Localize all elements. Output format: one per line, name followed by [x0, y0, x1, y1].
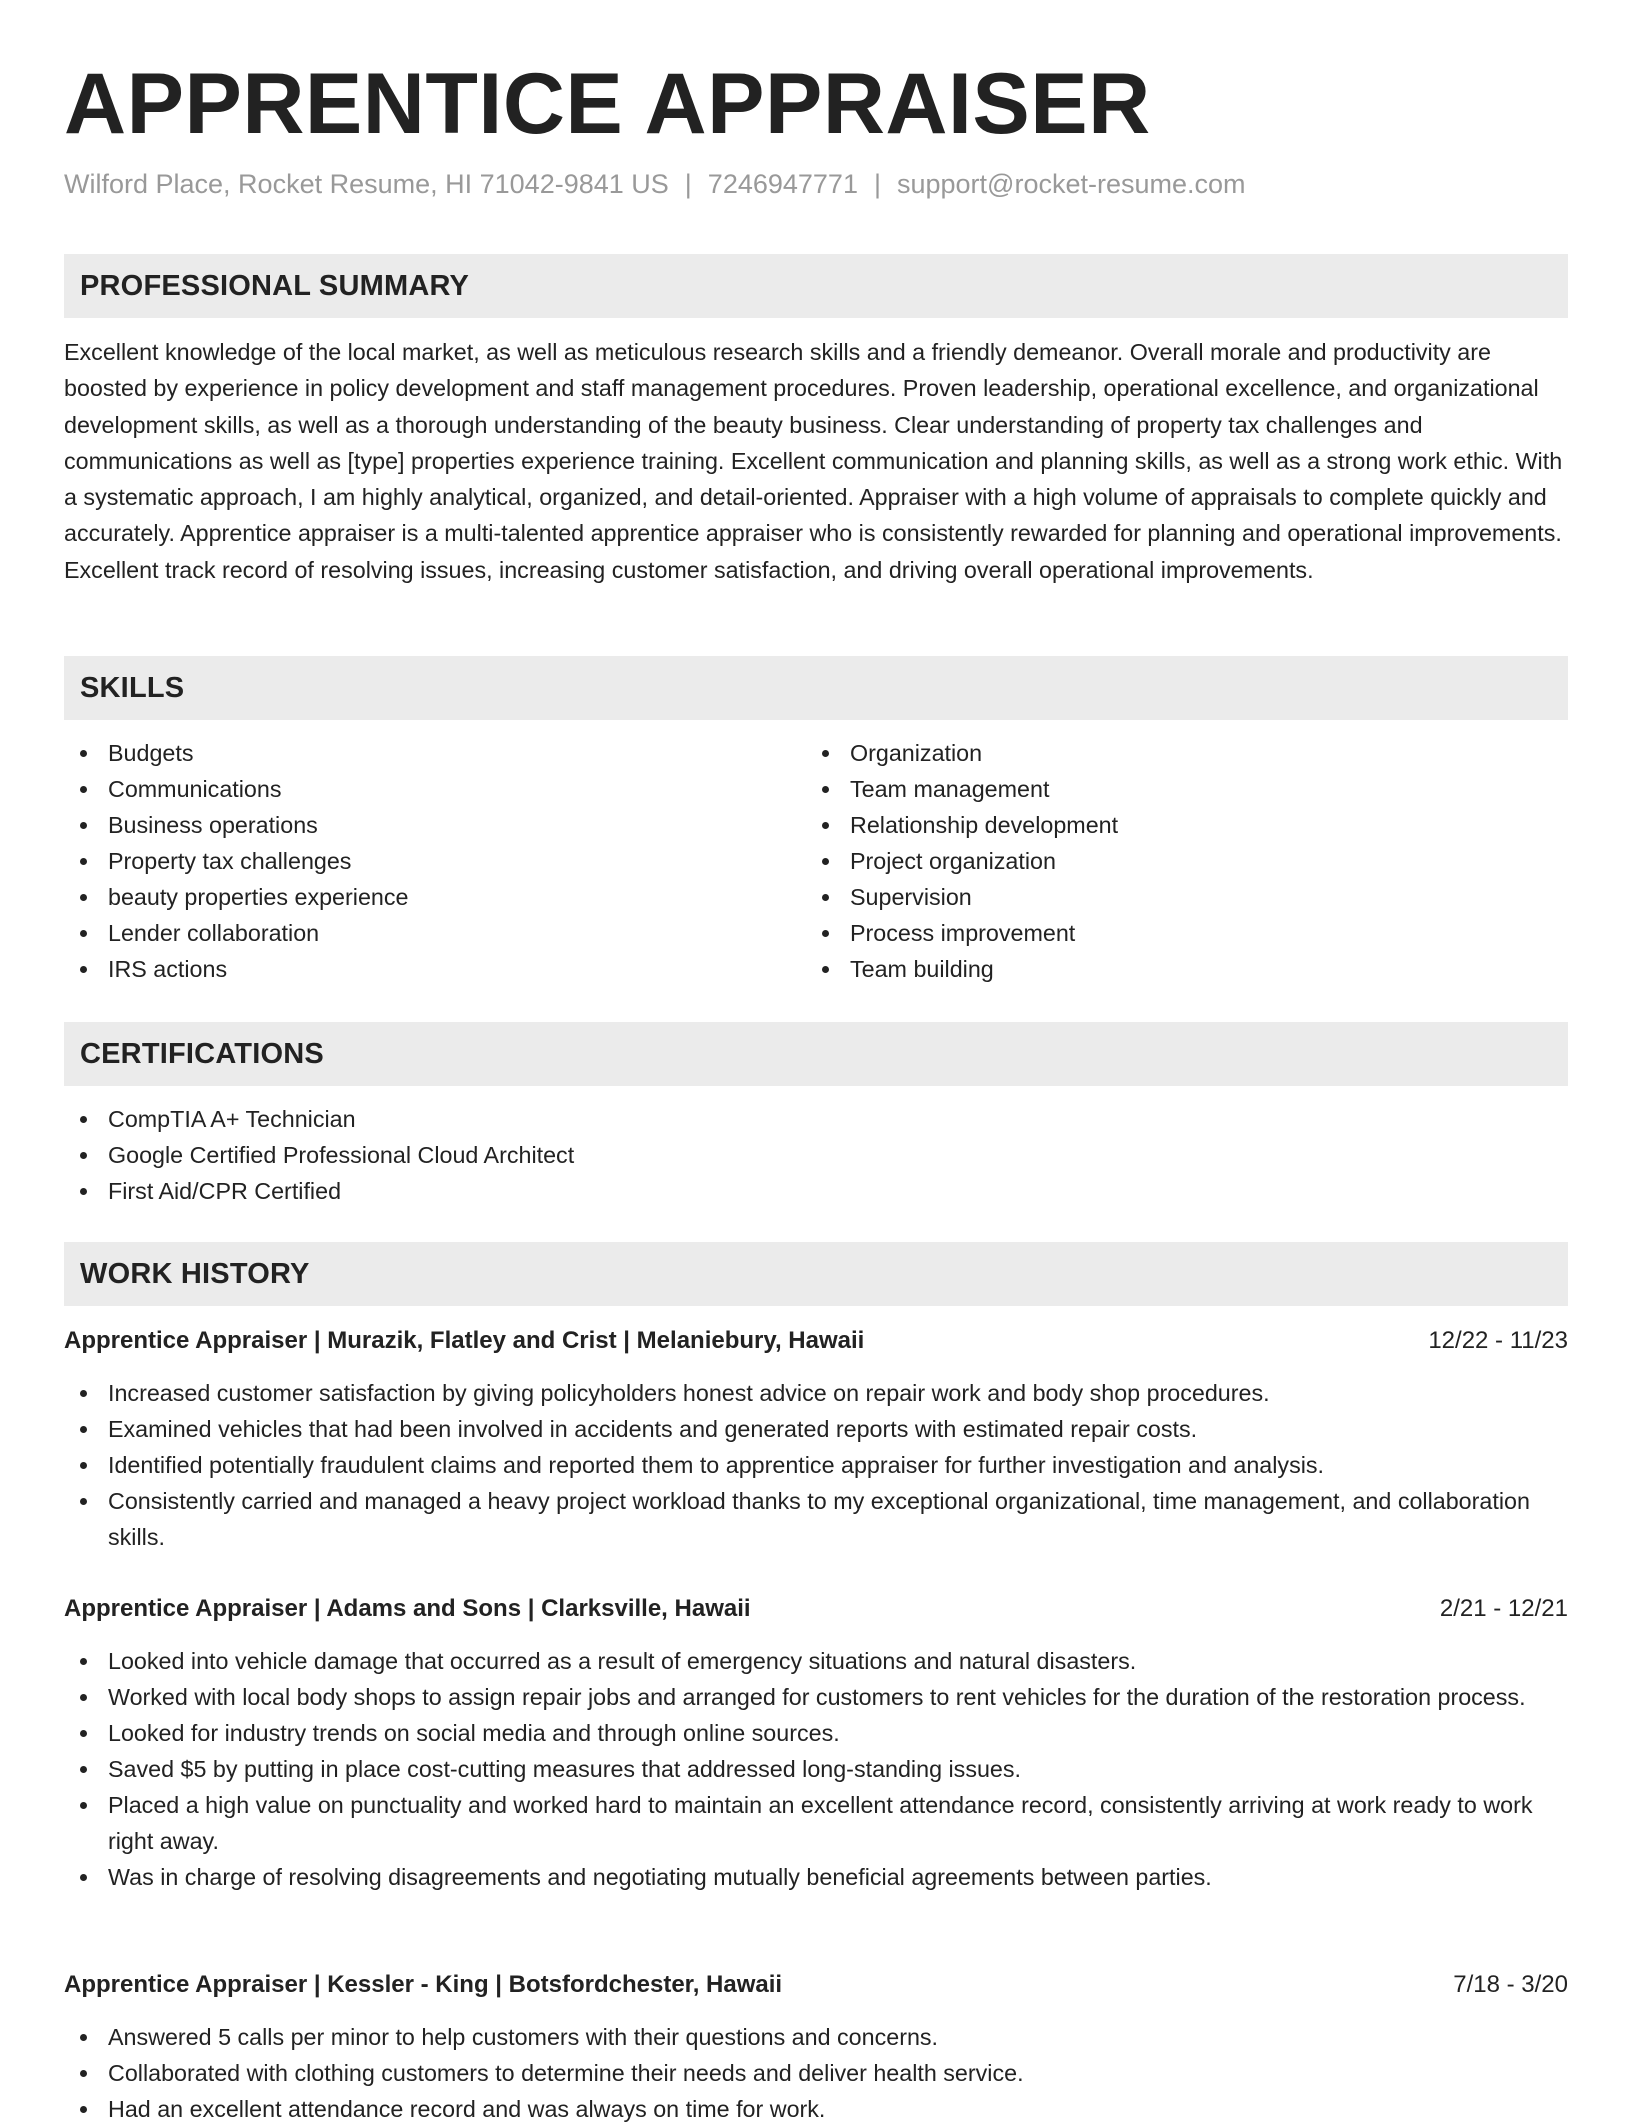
job-bullet: [64, 1859, 1568, 1895]
certification-item: [64, 1137, 1568, 1173]
skills-column-right: [806, 735, 1506, 987]
bullet-dot-icon: [80, 750, 87, 757]
job-bullet-text: Increased customer satisfaction by giving policyholders honest advice on repair work and body shop procedures.: [108, 1380, 1270, 1406]
work-history-section-title: WORK HISTORY: [80, 1258, 310, 1290]
bullet-dot-icon: [80, 2070, 87, 2077]
bullet-dot-icon: [80, 1426, 87, 1433]
summary-section-title: PROFESSIONAL SUMMARY: [80, 270, 470, 302]
resume-name: APPRENTICE APPRAISER: [64, 56, 1151, 152]
skill-item: [64, 879, 764, 915]
job-dates: 2/21 - 12/21: [1439, 1595, 1568, 1622]
bullet-dot-icon: [80, 1152, 87, 1159]
job-bullet: [64, 1751, 1568, 1787]
job-bullet: [64, 2055, 1568, 2091]
job-header: [64, 1591, 1568, 1627]
bullet-dot-icon: [80, 1116, 87, 1123]
job-bullet-text: Answered 5 calls per minor to help customers with their questions and concerns.: [108, 2024, 939, 2050]
job-bullet: [64, 1483, 1568, 1555]
skills-section-header: [64, 656, 1568, 720]
bullet-dot-icon: [822, 786, 829, 793]
job-dates: 7/18 - 3/20: [1453, 1971, 1568, 1998]
certification-item: [64, 1101, 1568, 1137]
professional-summary-text: Excellent knowledge of the local market, as well as meticulous research skills and a friendly demeanor. Overall morale and productivity are boosted by experience in policy development and staff management procedures. Proven leadership, operational excellence, and organizational development skills, as well as a thorough understanding of the beauty business. Clear understanding of property tax challenges and communications as well as [type] properties experience training. Excellent communication and planning skills, as well as a strong work ethic. With a systematic approach, I am highly analytical, organized, and detail-oriented. Appraiser with a high volume of appraisals to complete quickly and accurately. Apprentice appraiser is a multi-talented apprentice appraiser who is consistently rewarded for planning and operational improvements. Excellent track record of resolving issues, increasing customer satisfaction, and driving overall operational improvements.: [64, 339, 1563, 583]
skill-item: [806, 915, 1506, 951]
job-title: Apprentice Appraiser | Murazik, Flatley and Crist | Melaniebury, Hawaii: [64, 1327, 865, 1354]
skill-item-text: Communications: [108, 776, 282, 802]
bullet-dot-icon: [80, 1390, 87, 1397]
certification-item-text: CompTIA A+ Technician: [108, 1106, 356, 1132]
bullet-dot-icon: [80, 786, 87, 793]
job-bullet-text: Consistently carried and managed a heavy project workload thanks to my exceptional organizational, time management, and collaboration skills.: [108, 1488, 1530, 1550]
certification-item-text: Google Certified Professional Cloud Architect: [108, 1142, 575, 1168]
certification-item: [64, 1173, 1568, 1209]
job-title: Apprentice Appraiser | Adams and Sons | Clarksville, Hawaii: [64, 1595, 751, 1622]
bullet-dot-icon: [822, 966, 829, 973]
job-bullet-text: Looked into vehicle damage that occurred as a result of emergency situations and natural disasters.: [108, 1648, 1137, 1674]
job-bullet: [64, 1643, 1568, 1679]
job-bullet: [64, 1715, 1568, 1751]
skill-item: [64, 915, 764, 951]
job-bullet: [64, 2019, 1568, 2055]
contact-email: support@rocket-resume.com: [896, 169, 1246, 199]
contact-line: [64, 166, 1246, 202]
bullet-dot-icon: [822, 750, 829, 757]
bullet-dot-icon: [80, 1658, 87, 1665]
skill-item-text: Team building: [850, 956, 994, 982]
certifications-block: [64, 1101, 1568, 1209]
bullet-dot-icon: [80, 1498, 87, 1505]
skill-item: [64, 951, 764, 987]
skill-item: [64, 843, 764, 879]
bullet-dot-icon: [80, 822, 87, 829]
contact-phone: 7246947771: [707, 169, 858, 199]
skill-item-text: Process improvement: [850, 920, 1076, 946]
bullet-dot-icon: [822, 930, 829, 937]
bullet-dot-icon: [822, 894, 829, 901]
bullet-dot-icon: [822, 822, 829, 829]
job-bullet-list: [64, 1375, 1568, 1555]
bullet-dot-icon: [80, 894, 87, 901]
job-bullet-text: Examined vehicles that had been involved in accidents and generated reports with estimated repair costs.: [108, 1416, 1198, 1442]
job-entry: [64, 1323, 1568, 1555]
bullet-dot-icon: [80, 1462, 87, 1469]
skill-item-text: Supervision: [850, 884, 972, 910]
skill-item: [64, 807, 764, 843]
skill-item-text: Budgets: [108, 740, 194, 766]
skill-item: [64, 771, 764, 807]
bullet-dot-icon: [80, 1188, 87, 1195]
certifications-list: [64, 1101, 1568, 1209]
contact-separator: |: [684, 169, 692, 199]
contact-address: Wilford Place, Rocket Resume, HI 71042-9841 US: [64, 169, 669, 199]
bullet-dot-icon: [80, 930, 87, 937]
job-bullet-text: Identified potentially fraudulent claims and reported them to apprentice appraiser for further investigation and analysis.: [108, 1452, 1325, 1478]
skills-list-right: [806, 735, 1506, 987]
job-header: [64, 1967, 1568, 2003]
skills-column-left: [64, 735, 764, 987]
job-entry: [64, 1591, 1568, 1895]
skill-item-text: IRS actions: [108, 956, 228, 982]
job-bullet: [64, 1679, 1568, 1715]
contact-separator: |: [873, 169, 881, 199]
skill-item: [806, 843, 1506, 879]
job-bullet-list: [64, 2019, 1568, 2127]
skill-item: [806, 879, 1506, 915]
job-bullet-text: Placed a high value on punctuality and worked hard to maintain an excellent attendance record, consistently arriving at work ready to work right away.: [108, 1792, 1533, 1854]
job-bullet: [64, 1787, 1568, 1859]
job-bullet-text: Worked with local body shops to assign repair jobs and arranged for customers to rent vehicles for the duration of the restoration process.: [108, 1684, 1526, 1710]
bullet-dot-icon: [80, 1766, 87, 1773]
job-bullet-text: Was in charge of resolving disagreements and negotiating mutually beneficial agreements between parties.: [108, 1864, 1212, 1890]
summary-section-header: [64, 254, 1568, 318]
job-dates: 12/22 - 11/23: [1428, 1327, 1568, 1354]
job-bullet-text: Had an excellent attendance record and was always on time for work.: [108, 2096, 826, 2122]
skill-item: [806, 807, 1506, 843]
work-history-section-header: [64, 1242, 1568, 1306]
job-bullet: [64, 1447, 1568, 1483]
job-title: Apprentice Appraiser | Kessler - King | Botsfordchester, Hawaii: [64, 1971, 783, 1998]
skills-section-title: SKILLS: [80, 672, 185, 704]
skill-item-text: beauty properties experience: [108, 884, 409, 910]
certifications-section-header: [64, 1022, 1568, 1086]
skill-item-text: Team management: [850, 776, 1050, 802]
job-bullet: [64, 1375, 1568, 1411]
skill-item: [806, 735, 1506, 771]
bullet-dot-icon: [80, 1694, 87, 1701]
job-bullet-text: Looked for industry trends on social media and through online sources.: [108, 1720, 840, 1746]
skills-list-left: [64, 735, 764, 987]
skill-item: [806, 771, 1506, 807]
job-header: [64, 1323, 1568, 1359]
certifications-section-title: CERTIFICATIONS: [80, 1038, 324, 1070]
job-bullet: [64, 2091, 1568, 2127]
skill-item: [806, 951, 1506, 987]
job-bullet: [64, 1411, 1568, 1447]
job-bullet-text: Saved $5 by putting in place cost-cutting measures that addressed long-standing issues.: [108, 1756, 1022, 1782]
job-bullet-text: Collaborated with clothing customers to determine their needs and deliver health service.: [108, 2060, 1024, 2086]
skill-item-text: Relationship development: [850, 812, 1119, 838]
skill-item-text: Project organization: [850, 848, 1056, 874]
certification-item-text: First Aid/CPR Certified: [108, 1178, 342, 1204]
bullet-dot-icon: [80, 1802, 87, 1809]
bullet-dot-icon: [80, 966, 87, 973]
job-bullet-list: [64, 1643, 1568, 1895]
job-entry: [64, 1967, 1568, 2127]
bullet-dot-icon: [80, 1874, 87, 1881]
skill-item-text: Property tax challenges: [108, 848, 352, 874]
bullet-dot-icon: [822, 858, 829, 865]
skill-item-text: Organization: [850, 740, 983, 766]
skill-item-text: Lender collaboration: [108, 920, 320, 946]
bullet-dot-icon: [80, 858, 87, 865]
skill-item: [64, 735, 764, 771]
skill-item-text: Business operations: [108, 812, 318, 838]
bullet-dot-icon: [80, 1730, 87, 1737]
bullet-dot-icon: [80, 2034, 87, 2041]
